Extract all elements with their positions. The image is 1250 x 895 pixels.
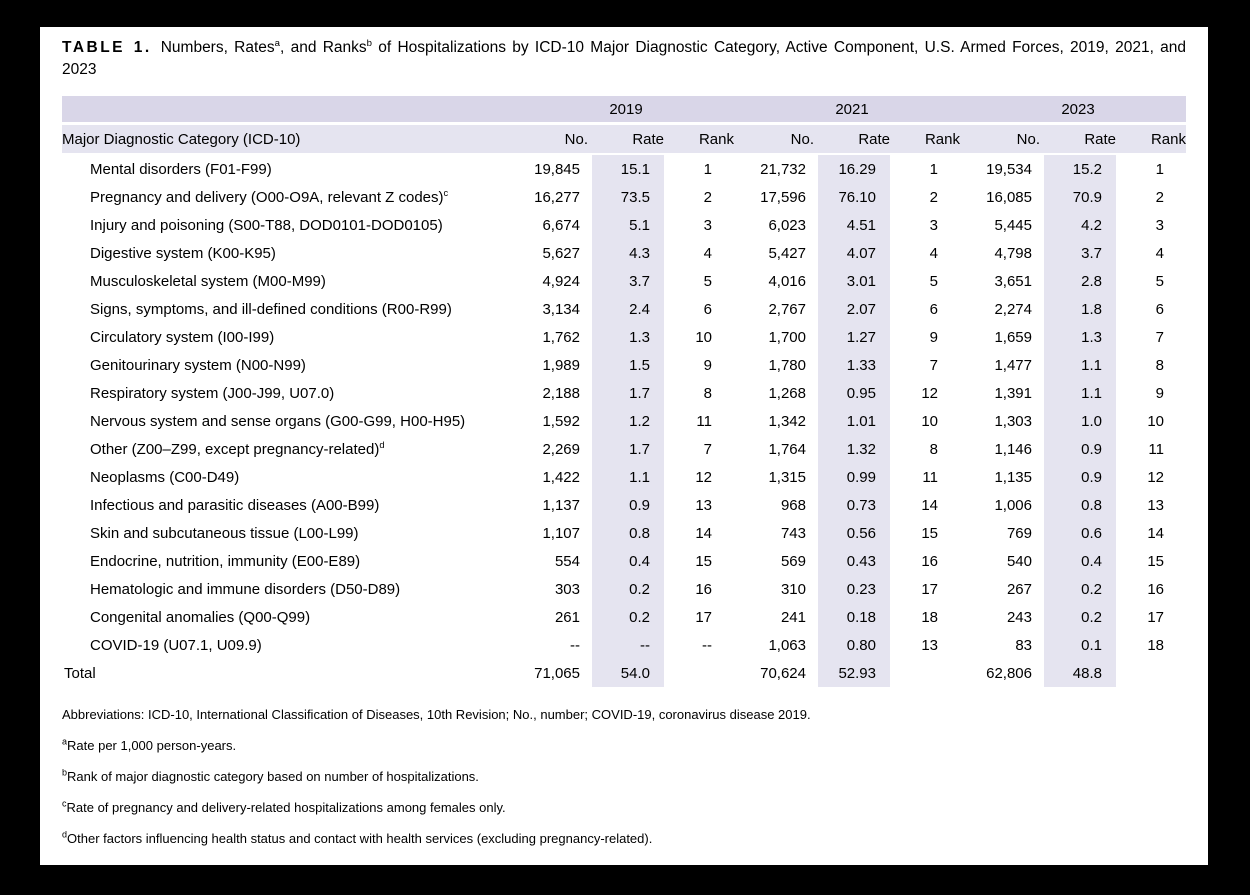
rate-2023-cell: 1.1	[1040, 379, 1116, 407]
rate-2021-cell: 76.10	[814, 183, 890, 211]
rate-2023-cell: 48.8	[1040, 659, 1116, 687]
rank-2019-cell: 13	[695, 496, 712, 514]
no-2019-cell: 1,137	[542, 496, 580, 514]
hospitalizations-table	[62, 96, 1186, 687]
rank-2019-cell: 8	[703, 384, 712, 402]
rank-2019-cell: 3	[703, 216, 712, 234]
category-label: Infectious and parasitic diseases (A00-B99)	[90, 496, 380, 514]
table-row	[62, 631, 1186, 659]
rate-2023-cell: 3.7	[1040, 239, 1116, 267]
footnote-text: Abbreviations: ICD-10, International Classification of Diseases, 10th Revision; No., number; COVID-19, coronavirus disease 2019.	[62, 707, 811, 722]
footnote-text: Rank of major diagnostic category based on number of hospitalizations.	[67, 769, 479, 784]
table-title-text: , and Ranks	[280, 39, 367, 56]
category-label: Total	[64, 664, 96, 682]
rank-2023-cell: 7	[1155, 328, 1164, 346]
no-2023-cell: 62,806	[986, 664, 1032, 682]
rate-2019-cell: 5.1	[588, 211, 664, 239]
rate-2023-cell: 70.9	[1040, 183, 1116, 211]
rank-2021-cell: 16	[921, 552, 938, 570]
rank-2019-cell: 6	[703, 300, 712, 318]
year-row-spacer	[62, 96, 508, 124]
rate-2019-cell: 0.4	[588, 547, 664, 575]
year-row-spacer	[1116, 96, 1186, 124]
rank-2019-cell: 15	[695, 552, 712, 570]
rate-2023-cell: 1.3	[1040, 323, 1116, 351]
no-2019-cell: 71,065	[534, 664, 580, 682]
rate-2021-cell: 0.80	[814, 631, 890, 659]
rate-2021-cell: 3.01	[814, 267, 890, 295]
category-cell	[62, 519, 508, 547]
footnote-superscript: c	[62, 798, 67, 809]
no-2019-cell: 1,422	[542, 468, 580, 486]
table-row	[62, 239, 1186, 267]
category-label: Signs, symptoms, and ill-defined conditions (R00-R99)	[90, 300, 452, 318]
no-2023-cell: 267	[1006, 580, 1032, 598]
rate-2021-cell: 4.51	[814, 211, 890, 239]
no-2019-cell: 3,134	[542, 300, 580, 318]
rate-2019-cell: 2.4	[588, 295, 664, 323]
table-row	[62, 267, 1186, 295]
rank-2023-cell: 8	[1155, 356, 1164, 374]
category-cell	[62, 631, 508, 659]
no-2021-cell: 569	[780, 552, 806, 570]
rate-2019-cell: 0.2	[588, 603, 664, 631]
rank-2023-cell: 5	[1155, 272, 1164, 290]
category-cell	[62, 435, 508, 463]
table-row	[62, 295, 1186, 323]
rate-2021-cell: 2.07	[814, 295, 890, 323]
rank-2023-cell: 13	[1147, 496, 1164, 514]
category-superscript: d	[379, 439, 385, 450]
category-label: Nervous system and sense organs (G00-G99, H00-H95)	[90, 412, 466, 430]
rank-2023-cell	[1116, 659, 1186, 687]
no-2023-cell: 2,274	[994, 300, 1032, 318]
rate-2023-cell: 1.8	[1040, 295, 1116, 323]
category-cell	[62, 491, 508, 519]
category-label: Neoplasms (C00-D49)	[90, 468, 240, 486]
rate-column-header: Rate	[588, 124, 664, 155]
no-2023-cell: 16,085	[986, 188, 1032, 206]
table-title-tag: TABLE 1.	[62, 39, 152, 56]
rank-2019-cell: 11	[696, 412, 712, 430]
no-2023-cell: 5,445	[994, 216, 1032, 234]
rank-2021-cell: 5	[929, 272, 938, 290]
table-title-text: of Hospitalizations by ICD-10 Major Diagnostic Category, Active Component, U.S. Armed Forces, 2019, 2021, and 2023	[62, 39, 1186, 78]
table-title-text: Numbers, Rates	[160, 39, 275, 56]
rank-2023-cell: 16	[1147, 580, 1164, 598]
rate-2021-cell: 1.33	[814, 351, 890, 379]
footnote	[62, 831, 1186, 847]
no-2019-cell: 19,845	[534, 160, 580, 178]
category-label: Mental disorders (F01-F99)	[90, 160, 272, 178]
rate-2023-cell: 2.8	[1040, 267, 1116, 295]
rank-column-header: Rank	[664, 124, 734, 155]
category-cell	[62, 267, 508, 295]
table-row	[62, 547, 1186, 575]
footnote-superscript: d	[62, 829, 68, 840]
rank-2023-cell: 17	[1147, 608, 1164, 626]
rate-2021-cell: 0.73	[814, 491, 890, 519]
no-2021-cell: 310	[780, 580, 806, 598]
no-2019-cell: 16,277	[534, 188, 580, 206]
no-2021-cell: 241	[780, 608, 806, 626]
table-row	[62, 575, 1186, 603]
table-row	[62, 407, 1186, 435]
rate-2019-cell: 1.7	[588, 379, 664, 407]
category-label: Skin and subcutaneous tissue (L00-L99)	[90, 524, 359, 542]
table-row	[62, 463, 1186, 491]
rank-column-header: Rank	[890, 124, 960, 155]
rank-2019-cell: 7	[703, 440, 712, 458]
rate-2019-cell: 0.8	[588, 519, 664, 547]
category-cell	[62, 547, 508, 575]
no-2019-cell: 4,924	[542, 272, 580, 290]
rank-2021-cell: 15	[921, 524, 938, 542]
rank-2019-cell: 14	[695, 524, 712, 542]
no-2019-cell: 261	[554, 608, 580, 626]
category-cell	[62, 659, 508, 687]
table-row	[62, 519, 1186, 547]
rate-2021-cell: 16.29	[814, 154, 890, 183]
category-cell	[62, 575, 508, 603]
rank-2023-cell: 2	[1155, 188, 1164, 206]
no-2019-cell: 1,592	[542, 412, 580, 430]
rate-2019-cell: 3.7	[588, 267, 664, 295]
no-2019-cell: 2,188	[542, 384, 580, 402]
rank-2021-cell: 14	[921, 496, 938, 514]
category-column-header: Major Diagnostic Category (ICD-10)	[62, 124, 508, 155]
rate-2019-cell: 1.2	[588, 407, 664, 435]
table-row	[62, 323, 1186, 351]
year-row-spacer	[890, 96, 960, 124]
category-cell	[62, 239, 508, 267]
rate-2019-cell: 1.7	[588, 435, 664, 463]
year-row-spacer	[960, 96, 1040, 124]
no-2021-cell: 2,767	[768, 300, 806, 318]
category-label: Respiratory system (J00-J99, U07.0)	[90, 384, 335, 402]
rank-2021-cell: 9	[929, 328, 938, 346]
rate-2021-cell: 1.01	[814, 407, 890, 435]
no-2023-cell: 3,651	[994, 272, 1032, 290]
no-2021-cell: 1,268	[768, 384, 806, 402]
total-row	[62, 659, 1186, 687]
no-2021-cell: 6,023	[768, 216, 806, 234]
no-2019-cell: 1,107	[542, 524, 580, 542]
table-row	[62, 183, 1186, 211]
no-2019-cell: --	[570, 636, 580, 654]
rank-2023-cell: 6	[1155, 300, 1164, 318]
rate-2021-cell: 0.56	[814, 519, 890, 547]
no-2023-cell: 1,391	[994, 384, 1032, 402]
no-2019-cell: 2,269	[542, 440, 580, 458]
category-label: Hematologic and immune disorders (D50-D89)	[90, 580, 401, 598]
footnote-text: Rate of pregnancy and delivery-related hospitalizations among females only.	[66, 800, 506, 815]
no-2019-cell: 5,627	[542, 244, 580, 262]
rank-2021-cell: 2	[929, 188, 938, 206]
no-2019-cell: 303	[554, 580, 580, 598]
footnote-superscript: a	[62, 736, 68, 747]
footnote	[62, 769, 1186, 785]
rate-2023-cell: 0.1	[1040, 631, 1116, 659]
rank-2019-cell: 1	[703, 160, 712, 178]
category-label: Digestive system (K00-K95)	[90, 244, 276, 262]
paper	[40, 27, 1208, 865]
category-cell	[62, 463, 508, 491]
rank-2021-cell: 1	[929, 160, 938, 178]
no-2023-cell: 83	[1015, 636, 1032, 654]
no-2021-cell: 1,315	[768, 468, 806, 486]
table-row	[62, 154, 1186, 183]
rank-2021-cell: 18	[921, 608, 938, 626]
rate-2023-cell: 0.4	[1040, 547, 1116, 575]
rank-2019-cell	[664, 659, 734, 687]
no-2023-cell: 1,303	[994, 412, 1032, 430]
no-2023-cell: 1,006	[994, 496, 1032, 514]
year-row-spacer	[508, 96, 588, 124]
rank-2019-cell: 2	[703, 188, 712, 206]
category-cell	[62, 183, 508, 211]
no-2021-cell: 1,764	[768, 440, 806, 458]
rate-2023-cell: 0.2	[1040, 603, 1116, 631]
no-2023-cell: 243	[1006, 608, 1032, 626]
rank-2023-cell: 10	[1147, 412, 1164, 430]
year-header-2019: 2019	[588, 96, 664, 124]
year-row-spacer	[664, 96, 734, 124]
rank-2021-cell: 8	[929, 440, 938, 458]
rate-2023-cell: 4.2	[1040, 211, 1116, 239]
category-cell	[62, 211, 508, 239]
rank-2021-cell: 7	[929, 356, 938, 374]
rate-2021-cell: 0.99	[814, 463, 890, 491]
no-2021-cell: 968	[780, 496, 806, 514]
rate-2021-cell: 1.27	[814, 323, 890, 351]
footnote	[62, 738, 1186, 754]
rank-2021-cell: 12	[921, 384, 938, 402]
rank-2019-cell: --	[702, 636, 712, 654]
title-superscript-b: b	[366, 37, 372, 49]
rank-2019-cell: 4	[703, 244, 712, 262]
rank-2021-cell	[890, 659, 960, 687]
rank-2021-cell: 11	[922, 468, 938, 486]
footnotes	[62, 707, 1186, 847]
year-header-row	[62, 96, 1186, 124]
rank-2019-cell: 9	[703, 356, 712, 374]
column-header-row	[62, 124, 1186, 155]
no-2021-cell: 1,780	[768, 356, 806, 374]
table-row	[62, 379, 1186, 407]
category-label: COVID-19 (U07.1, U09.9)	[90, 636, 262, 654]
category-cell	[62, 323, 508, 351]
category-label: Injury and poisoning (S00-T88, DOD0101-DOD0105)	[90, 216, 443, 234]
rate-2023-cell: 1.0	[1040, 407, 1116, 435]
table-row	[62, 491, 1186, 519]
rate-2023-cell: 0.9	[1040, 435, 1116, 463]
rank-2019-cell: 16	[695, 580, 712, 598]
rate-2023-cell: 0.9	[1040, 463, 1116, 491]
category-cell	[62, 351, 508, 379]
rank-2023-cell: 14	[1147, 524, 1164, 542]
rank-2023-cell: 15	[1147, 552, 1164, 570]
rate-2019-cell: 73.5	[588, 183, 664, 211]
rank-2023-cell: 4	[1155, 244, 1164, 262]
footnote-superscript: b	[62, 767, 68, 778]
rank-2021-cell: 4	[929, 244, 938, 262]
category-label: Congenital anomalies (Q00-Q99)	[90, 608, 311, 626]
rate-2023-cell: 15.2	[1040, 154, 1116, 183]
no-column-header: No.	[508, 124, 588, 155]
footnote-text: Rate per 1,000 person-years.	[67, 738, 237, 753]
no-2021-cell: 1,063	[768, 636, 806, 654]
rate-column-header: Rate	[814, 124, 890, 155]
category-label: Endocrine, nutrition, immunity (E00-E89)	[90, 552, 361, 570]
no-column-header: No.	[734, 124, 814, 155]
rank-2019-cell: 12	[695, 468, 712, 486]
no-2023-cell: 769	[1006, 524, 1032, 542]
rate-2019-cell: 4.3	[588, 239, 664, 267]
no-2021-cell: 5,427	[768, 244, 806, 262]
rank-2023-cell: 11	[1148, 440, 1164, 458]
rate-2023-cell: 0.8	[1040, 491, 1116, 519]
category-label: Genitourinary system (N00-N99)	[90, 356, 306, 374]
rate-2021-cell: 0.95	[814, 379, 890, 407]
category-cell	[62, 603, 508, 631]
rate-2021-cell: 0.23	[814, 575, 890, 603]
no-column-header: No.	[960, 124, 1040, 155]
no-2021-cell: 17,596	[760, 188, 806, 206]
table-row	[62, 435, 1186, 463]
rate-2019-cell: 1.1	[588, 463, 664, 491]
no-2023-cell: 19,534	[986, 160, 1032, 178]
year-header-2021: 2021	[814, 96, 890, 124]
category-cell	[62, 295, 508, 323]
category-label: Musculoskeletal system (M00-M99)	[90, 272, 326, 290]
rate-2019-cell: 0.2	[588, 575, 664, 603]
rank-2023-cell: 18	[1147, 636, 1164, 654]
rate-2019-cell: 1.5	[588, 351, 664, 379]
rate-2023-cell: 0.2	[1040, 575, 1116, 603]
no-2023-cell: 540	[1006, 552, 1032, 570]
no-2023-cell: 4,798	[994, 244, 1032, 262]
table-row	[62, 603, 1186, 631]
rate-2021-cell: 4.07	[814, 239, 890, 267]
no-2019-cell: 554	[554, 552, 580, 570]
table-title	[62, 37, 1186, 81]
no-2021-cell: 4,016	[768, 272, 806, 290]
rate-2021-cell: 0.18	[814, 603, 890, 631]
no-2021-cell: 70,624	[760, 664, 806, 682]
no-2021-cell: 743	[780, 524, 806, 542]
no-2021-cell: 1,342	[768, 412, 806, 430]
footnote	[62, 800, 1186, 816]
rank-2021-cell: 3	[929, 216, 938, 234]
table-row	[62, 351, 1186, 379]
footnote	[62, 707, 1186, 723]
title-superscript-a: a	[274, 37, 281, 49]
category-label: Other (Z00–Z99, except pregnancy-related)	[90, 440, 380, 458]
rank-2023-cell: 12	[1147, 468, 1164, 486]
no-2019-cell: 6,674	[542, 216, 580, 234]
no-2019-cell: 1,762	[542, 328, 580, 346]
rate-2023-cell: 1.1	[1040, 351, 1116, 379]
rank-2021-cell: 6	[929, 300, 938, 318]
no-2021-cell: 1,700	[768, 328, 806, 346]
category-cell	[62, 379, 508, 407]
rate-2021-cell: 0.43	[814, 547, 890, 575]
rate-2019-cell: 15.1	[588, 154, 664, 183]
no-2019-cell: 1,989	[542, 356, 580, 374]
footnote-text: Other factors influencing health status and contact with health services (excluding pregnancy-related).	[67, 831, 653, 846]
rank-2021-cell: 17	[921, 580, 938, 598]
rate-2021-cell: 1.32	[814, 435, 890, 463]
no-2023-cell: 1,659	[994, 328, 1032, 346]
rank-2023-cell: 3	[1155, 216, 1164, 234]
category-label: Pregnancy and delivery (O00-O9A, relevant Z codes)	[90, 188, 444, 206]
rate-2023-cell: 0.6	[1040, 519, 1116, 547]
rank-column-header: Rank	[1116, 124, 1186, 155]
year-header-2023: 2023	[1040, 96, 1116, 124]
category-superscript: c	[443, 187, 449, 198]
category-cell	[62, 407, 508, 435]
no-2023-cell: 1,477	[994, 356, 1032, 374]
rank-2021-cell: 10	[921, 412, 938, 430]
no-2023-cell: 1,146	[994, 440, 1032, 458]
rank-2019-cell: 5	[703, 272, 712, 290]
rate-2019-cell: 54.0	[588, 659, 664, 687]
rate-2019-cell: --	[588, 631, 664, 659]
rank-2019-cell: 17	[695, 608, 712, 626]
no-2021-cell: 21,732	[760, 160, 806, 178]
category-cell	[62, 154, 508, 183]
rate-2021-cell: 52.93	[814, 659, 890, 687]
rate-column-header: Rate	[1040, 124, 1116, 155]
rank-2023-cell: 1	[1155, 160, 1164, 178]
rate-2019-cell: 1.3	[588, 323, 664, 351]
rate-2019-cell: 0.9	[588, 491, 664, 519]
rank-2021-cell: 13	[921, 636, 938, 654]
table-row	[62, 211, 1186, 239]
year-row-spacer	[734, 96, 814, 124]
rank-2023-cell: 9	[1155, 384, 1164, 402]
category-label: Circulatory system (I00-I99)	[90, 328, 275, 346]
rank-2019-cell: 10	[695, 328, 712, 346]
no-2023-cell: 1,135	[994, 468, 1032, 486]
